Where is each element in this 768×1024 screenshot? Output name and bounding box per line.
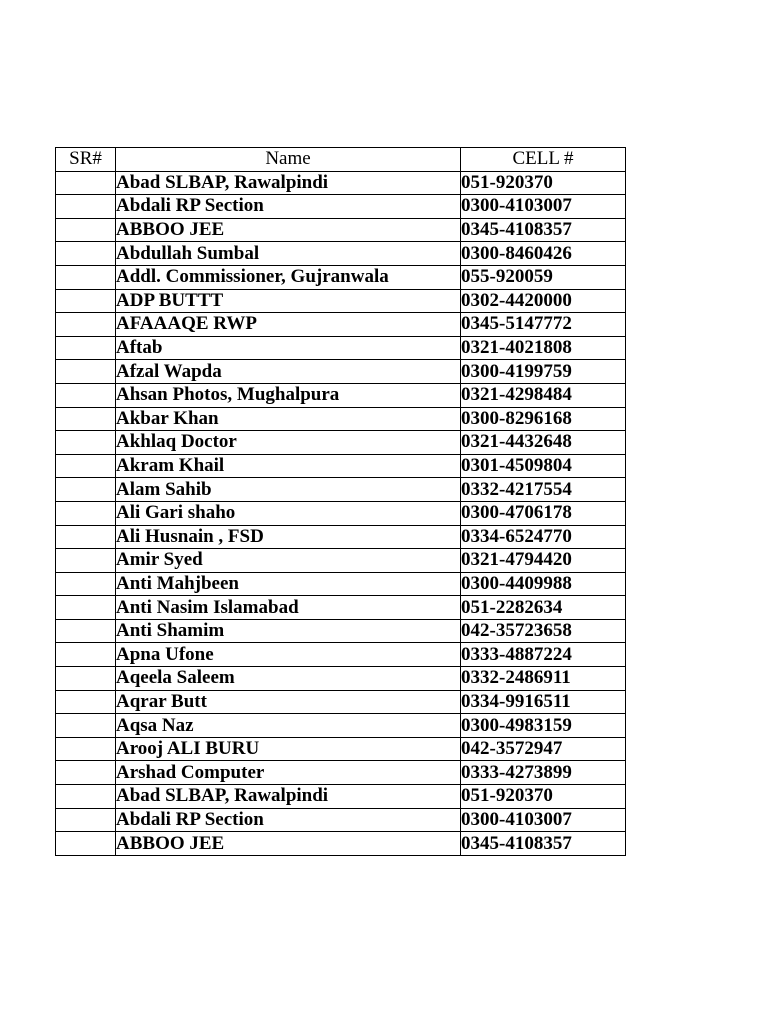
sr-cell <box>56 242 116 266</box>
sr-cell <box>56 808 116 832</box>
phone-cell: 051-920370 <box>461 171 626 195</box>
phone-cell: 051-2282634 <box>461 596 626 620</box>
phone-cell: 0302-4420000 <box>461 289 626 313</box>
sr-cell <box>56 619 116 643</box>
sr-cell <box>56 195 116 219</box>
table-row <box>56 690 626 714</box>
header-cell: CELL # <box>461 148 626 172</box>
name-cell: ABBOO JEE <box>116 832 461 856</box>
name-cell: Arshad Computer <box>116 761 461 785</box>
name-cell: Ali Gari shaho <box>116 501 461 525</box>
table-row <box>56 643 626 667</box>
phone-cell: 0300-4103007 <box>461 808 626 832</box>
name-cell: ADP BUTTT <box>116 289 461 313</box>
name-cell: Aqeela Saleem <box>116 667 461 691</box>
table-row <box>56 407 626 431</box>
phone-cell: 0332-4217554 <box>461 478 626 502</box>
sr-cell <box>56 218 116 242</box>
name-cell: Afzal Wapda <box>116 360 461 384</box>
table-row <box>56 549 626 573</box>
phone-cell: 0321-4021808 <box>461 336 626 360</box>
phone-cell: 0300-8460426 <box>461 242 626 266</box>
table-row <box>56 218 626 242</box>
phone-cell: 0345-4108357 <box>461 218 626 242</box>
table-row <box>56 478 626 502</box>
sr-cell <box>56 714 116 738</box>
table-row <box>56 525 626 549</box>
phone-cell: 0345-5147772 <box>461 313 626 337</box>
phone-cell: 0321-4794420 <box>461 549 626 573</box>
table-row <box>56 454 626 478</box>
table-row <box>56 572 626 596</box>
phone-cell: 0301-4509804 <box>461 454 626 478</box>
name-cell: Anti Shamim <box>116 619 461 643</box>
name-cell: Abad SLBAP, Rawalpindi <box>116 785 461 809</box>
sr-cell <box>56 596 116 620</box>
phone-cell: 0345-4108357 <box>461 832 626 856</box>
table-body <box>56 171 626 855</box>
table-row <box>56 313 626 337</box>
phone-cell: 042-3572947 <box>461 737 626 761</box>
sr-cell <box>56 407 116 431</box>
sr-cell <box>56 737 116 761</box>
phone-cell: 0333-4887224 <box>461 643 626 667</box>
phone-cell: 0321-4298484 <box>461 383 626 407</box>
name-cell: Aqrar Butt <box>116 690 461 714</box>
phone-cell: 042-35723658 <box>461 619 626 643</box>
sr-cell <box>56 525 116 549</box>
table-row <box>56 360 626 384</box>
name-cell: Ali Husnain , FSD <box>116 525 461 549</box>
name-cell: Ahsan Photos, Mughalpura <box>116 383 461 407</box>
name-cell: Alam Sahib <box>116 478 461 502</box>
sr-cell <box>56 785 116 809</box>
header-name: Name <box>116 148 461 172</box>
phone-cell: 0321-4432648 <box>461 431 626 455</box>
phone-cell: 0300-4409988 <box>461 572 626 596</box>
sr-cell <box>56 313 116 337</box>
sr-cell <box>56 832 116 856</box>
phone-cell: 0300-4199759 <box>461 360 626 384</box>
header-sr: SR# <box>56 148 116 172</box>
sr-cell <box>56 383 116 407</box>
phone-cell: 0333-4273899 <box>461 761 626 785</box>
sr-cell <box>56 572 116 596</box>
table-row <box>56 242 626 266</box>
table-row <box>56 761 626 785</box>
phone-cell: 0300-4706178 <box>461 501 626 525</box>
name-cell: Abdali RP Section <box>116 195 461 219</box>
sr-cell <box>56 454 116 478</box>
name-cell: AFAAAQE RWP <box>116 313 461 337</box>
phone-cell: 0300-4103007 <box>461 195 626 219</box>
phone-cell: 0300-8296168 <box>461 407 626 431</box>
table-row <box>56 289 626 313</box>
name-cell: Addl. Commissioner, Gujranwala <box>116 265 461 289</box>
name-cell: Arooj ALI BURU <box>116 737 461 761</box>
name-cell: Abad SLBAP, Rawalpindi <box>116 171 461 195</box>
sr-cell <box>56 667 116 691</box>
name-cell: Amir Syed <box>116 549 461 573</box>
sr-cell <box>56 289 116 313</box>
phone-cell: 0300-4983159 <box>461 714 626 738</box>
phone-cell: 051-920370 <box>461 785 626 809</box>
table-row <box>56 737 626 761</box>
name-cell: Akhlaq Doctor <box>116 431 461 455</box>
table-row <box>56 383 626 407</box>
sr-cell <box>56 171 116 195</box>
table-row <box>56 501 626 525</box>
sr-cell <box>56 549 116 573</box>
phone-cell: 055-920059 <box>461 265 626 289</box>
sr-cell <box>56 265 116 289</box>
table-row <box>56 171 626 195</box>
sr-cell <box>56 761 116 785</box>
table-row <box>56 714 626 738</box>
table-row <box>56 832 626 856</box>
table-row <box>56 265 626 289</box>
table-row <box>56 667 626 691</box>
sr-cell <box>56 336 116 360</box>
table-row <box>56 596 626 620</box>
phone-cell: 0334-9916511 <box>461 690 626 714</box>
name-cell: Akbar Khan <box>116 407 461 431</box>
contacts-table <box>55 147 626 856</box>
table-row <box>56 619 626 643</box>
header-row <box>56 148 626 172</box>
table-row <box>56 336 626 360</box>
name-cell: Anti Nasim Islamabad <box>116 596 461 620</box>
sr-cell <box>56 501 116 525</box>
phone-cell: 0334-6524770 <box>461 525 626 549</box>
name-cell: Aftab <box>116 336 461 360</box>
name-cell: Apna Ufone <box>116 643 461 667</box>
name-cell: Abdali RP Section <box>116 808 461 832</box>
table-row <box>56 808 626 832</box>
sr-cell <box>56 478 116 502</box>
table-row <box>56 195 626 219</box>
name-cell: ABBOO JEE <box>116 218 461 242</box>
name-cell: Aqsa Naz <box>116 714 461 738</box>
table-row <box>56 431 626 455</box>
name-cell: Akram Khail <box>116 454 461 478</box>
sr-cell <box>56 643 116 667</box>
phone-cell: 0332-2486911 <box>461 667 626 691</box>
sr-cell <box>56 690 116 714</box>
sr-cell <box>56 431 116 455</box>
table-row <box>56 785 626 809</box>
name-cell: Anti Mahjbeen <box>116 572 461 596</box>
sr-cell <box>56 360 116 384</box>
name-cell: Abdullah Sumbal <box>116 242 461 266</box>
